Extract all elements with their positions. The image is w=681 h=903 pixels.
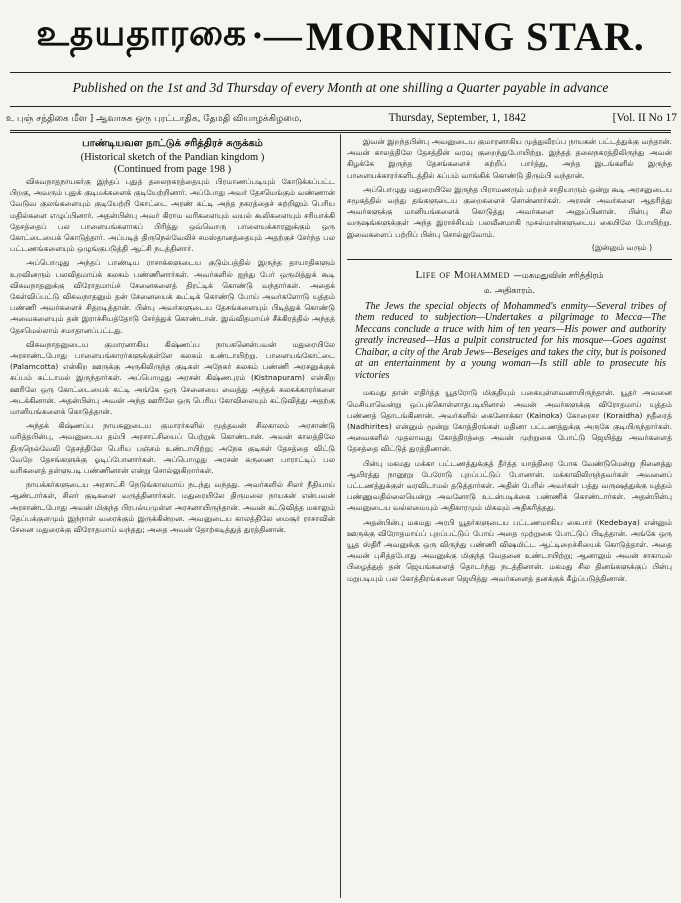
paragraph: அந்தக் கிஷ்ணப்ப நாயகனுடைய குமாரர்களில் மூத்தவன் சிலகாலம் அரசாண்டு மரித்தபின்பு, அவனுடைய தம்பி அரசாட்சியைப் பெற்றுக் கொண்டான். அவன் காலத்திலே திருநெல்வேலி தேசத்திலே பெரிய பஞ்சம் உண்டாயிற்று; அநேக குடிகள் தேசத்தை விட்டு வேறே தேசங்களுக்கு ஓடிப்போனார்கள். அப்பொழுது அரசன் கருணை பாராட்டிப் பல வரிகளைத் தள்ளுபடி பண்ணினான் என்று சொல்லுகிறார்கள். [10, 421, 335, 476]
life-of-mohammed-title [347, 268, 672, 282]
pandian-article-title: பாண்டியவள நாட்டுக் சரித்திரச் சுருக்கம் [82, 138, 263, 149]
masthead-separator: ·— [251, 15, 302, 57]
chapter-heading: ௰. அதிகாரம். [483, 285, 536, 296]
dateline-top-rule [10, 106, 671, 107]
publication-line: Published on the 1st and 3d Thursday of every Month at one shilling a Quarter payable in advance [72, 80, 609, 95]
paragraph: மகமது தான் எதிர்த்த யூதரோடு மிகுதியும் பகையுள்ளவனாயிருந்தான். யூதர் அவனை மெசியாவென்று ஒப்புக்கொள்ளாதபடியினால் அவன் அவர்களுக்கு விரோதமாய் யுத்தம் பண்ணத் தொடங்கினான். அவர்களில் கைனோக்கா (Kainoka) கோரைசா (Koraidha) நதீரைத் (Nadhirites) என்னும் மூன்று கோத்திரங்கள் மதினா பட்டணத்துக்கு அருகே குடியிருந்தார்கள். அவைகளில் முதலாவது கோத்திரத்தை அவன் முற்றுகை போட்டு ஜெயித்து அவர்களைத் தேசத்தை விட்டுத் துரத்தினான். [347, 388, 672, 454]
masthead-tamil-title: உதயதாரகை [36, 13, 248, 54]
dateline-bottom-rule-double [10, 132, 671, 133]
paragraph: நாயக்கர்களுடைய அரசாட்சி நெடுங்காலமாய் நடந்து வந்தது. அவர்களில் சிலர் நீதியாய் ஆண்டார்கள், சிலர் குடிகளை வருத்தினார்கள். மதுரையிலே திருமலை நாயகன் என்பவன் அரசாண்டபோது அவன் மிகுந்த பிரபல்யமுள்ள அரசனாயிருந்தான். அவன் கட்டுவித்த மகாலும் தெப்பக்குளமும் இந்நாள் வரைக்கும் இருக்கின்றன. அவனுடைய காலத்திலே மைசூர் ராசாவின் சேனை மதுரைக்கு விரோதமாய் வந்தது; அதை அவன் தோற்கடித்துத் துரத்தினான். [10, 480, 335, 535]
paragraph: இவன் இறந்தபின்பு அவனுடைய குமாரனாகிய முத்துவீரப்ப நாயகன் பட்டத்துக்கு வந்தான். அவன் காலத்திலே தேசத்தின் வரவு குறைந்துபோயிற்று. இந்தத் தலைநகரத்திலிருந்து அவன் கிழக்கே இருந்த தேசங்களைச் சுற்றிப் பார்த்து, அந்த இடங்களில் இருந்த பாளையக்காரர்களிடத்தில் கப்பம் வாங்கிக் கொண்டு திரும்பி வந்தான். [347, 137, 672, 180]
right-column [347, 136, 672, 898]
dateline-tamil: உ புஞ் சந்திகை மீள ] ஆவாசுக ஒரு புரட்டாதிக, தேமதி வியாழக்கிழமை, [6, 114, 302, 124]
paragraph: பின்பு மகமது மக்கா பட்டணத்துக்குத் தீர்த்த யாத்திரை போக வேண்டுமென்று நினைத்து ஆயிரத்து நானூறு பேரோடு புறப்பட்டுப் போனான். மக்காவிலிருந்தவர்கள் அவனைப் பட்டணத்துக்குள் வரவிடாமல் தடுத்தார்கள். அதின் பேரில் அவர்கள் பத்து வருஷத்துக்கு யுத்தம் பண்ணுவதில்லையென்று அவனோடு உடன்படிக்கை பண்ணிக் கொண்டார்கள். அதன்பின்பு அவனுடைய வல்லமையும் அதிகாரமும் மிகவும் அதிகரித்தது. [347, 458, 672, 513]
paragraph: அதன்பின்பு மகமது அரபி யூதர்களுடைய பட்டணமாகிய கைபார் (Kedebaya) என்னும் ஊருக்கு விரோதமாய்ப் புறப்பட்டுப் போய் அதை முற்றுகை போட்டுப் பிடித்தான். அங்கே ஒரு யூத ஸ்திரீ அவனுக்கு ஒரு விருந்து பண்ணி விஷமிட்ட ஆட்டிறைச்சியைக் கொடுத்தாள். அதை அவன் புசித்தபோது அவனுக்கு மிகுந்த வேதனை உண்டாயிற்று; ஆனாலும் அவன் சாகாமல் பிழைத்துத் தன் ஜெயங்களைத் தொடர்ந்து நடத்தினான். மகமது சில தினங்களுக்குப் பின்பு மறுபடியும் பல கோத்திரங்களை ஜெயித்து அவர்களைத் தனக்குக் கீழ்ப்படுத்தினான். [347, 517, 672, 583]
to-be-continued-note: (இன்னும் வரும் ) [591, 242, 652, 252]
volume-number: [Vol. II No 17 [612, 112, 677, 124]
dateline [6, 112, 677, 128]
continued-note: (Continued from page 198 ) [113, 164, 232, 175]
paragraph: விசுவநாதனுடைய குமாரனாகிய கிஷ்ணப்ப நாயகனென்பவன் மதுரையிலே அரசாண்டபோது பாளையங்காரர்களுக்குள்ளே கலகம் உண்டாயிற்று. பாளையங்கோட்டை (Palamcotta) என்கிற ஊருக்கு அருகிலிருந்த குடிகள் அநேகர் கலகம் பண்ணி அரசனுக்குக் கப்பம் கட்டாமல் இருந்தார்கள். அப்பொழுது அரசன் கிஷ்ணபுரம் (Kistnapuram) என்கிற ஊரிலே ஒரு கோட்டையைக் கட்டி அங்கே ஒரு சேனையை வைத்து அந்தக் கலகக்காரர்களை அடக்கினான். அதன்பின்பு அவன் அந்த ஊரிலே ஒரு பெரிய கோவிலையும் கட்டுவித்து அதற்கு மானியங்களைக் கொடுத்தான். [10, 339, 335, 417]
paragraph: விசுவநாதநாயகர்கு இந்தப் புதுத் தலைநகரத்தையும் பிரமாணப்படியும் கோடுக்கப்பட்ட பிறகு, அவரும் புதுக் குடிமக்களைக் குடியேற்றினார். அப்போது அவர் தேசமெங்கும் வண்ணான் வேடுவ குலங்களையும் குடியேற்றி கோட்டை அரண் கட்டி அந்த நகரத்தைச் சுற்றிலும் பெரிய மதில்களை எழுப்பினார். அதன்பின்பு அவர் கிராம வரிகளையும் வயல் கூலிகளையும் சரியாக்கி தேசத்தைப் பல பாளையங்களாகப் பிரித்து ஒவ்வொரு பாளையக்காரனுக்கும் ஒரு கோட்டையைக் கொடுத்தார். அப்படித் திருநெல்வேலிச் சமஸ்தானத்தையும் அதற்குச் சேர்ந்த பல பட்டணங்களையும் ஒழுங்குபடுத்தி ஆட்சி நடத்தினார். [10, 177, 335, 254]
section-rule [347, 259, 672, 260]
masthead [10, 6, 671, 66]
column-divider [340, 134, 341, 898]
life-title-tamil: —மகமதுவின் சரித்திரம் [513, 270, 604, 281]
paragraph: அப்பொழுது மதுரையிலே இருந்த பிராமணரும் மற்றச் சாதியாரும் ஒன்று கூடி அரசனுடைய சமூகத்தில் வந்து தங்களுடைய குறைகளைச் சொன்னார்கள். அரசன் அவர்களை ஆதரித்து அவர்களுக்கு மானியங்களைக் கொடுத்து அவர்களை அனுப்பினான். பின்பு சில வருஷங்களுக்குள் அந்த இராச்சியம் பலவீனமாகி முசல்மான்களுடைய கையிலே போயிற்று. இவைகளைப் பற்றிப் பின்பு சொல்லுவோம். [347, 184, 672, 239]
pandian-article-subtitle: (Historical sketch of the Pandian kingdom ) [80, 152, 265, 163]
masthead-rule [10, 72, 671, 73]
life-title-english: Life of Mohammed [415, 268, 510, 281]
dateline-english: Thursday, September, 1, 1842 [388, 112, 526, 124]
paragraph: அப்பொழுது அந்தப் பாண்டிய ராசாக்களுடைய குடும்பத்தில் இருந்த தாயாதிகளும் உறவினரும் பலவிதமாய்க் கலகம் பண்ணினார்கள். அவர்களில் ஐந்து பேர் ஒருமித்துக் கூடி விசுவநாதனுக்கு விரோதமாய்ச் சேனைகளைத் திரட்டிக் கொண்டு வந்தார்கள். அதைக் கேள்விப்பட்டு விசுவநாதனும் தன் சேனையைக் கூட்டிக் கொண்டு போய் அவர்களோடு யுத்தம் பண்ணி அவர்களைச் சிதறடித்தான். பின்பு அவர்களுடைய தேசங்களையும் பிடித்துக் கொண்டு அவைகளையும் தன் இராச்சியத்தோடு சேர்த்துக் கொண்டான். இவ்விதமாய்ச் சீக்கிரத்தில் அந்தத் தேசமெல்லாம் சமாதானப்பட்டது. [10, 258, 335, 335]
chapter-summary: The Jews the special objects of Mohammed's enmity—Several tribes of them reduced to subjection—Undertakes a pilgrimage to Mecca—The Meccans conclude a truce with him of ten years—His power and authority greatly increased—Has a pulpit constructed for his mosque—Goes against Chaibar, a city of the Arab Jews—Beseiges and takes the city, but is poisoned at an entertainment by a young woman—Is still able to prosecute his victories [355, 300, 666, 381]
left-column [10, 136, 335, 898]
dateline-bottom-rule [10, 130, 671, 131]
masthead-english-title: MORNING STAR. [305, 13, 645, 59]
